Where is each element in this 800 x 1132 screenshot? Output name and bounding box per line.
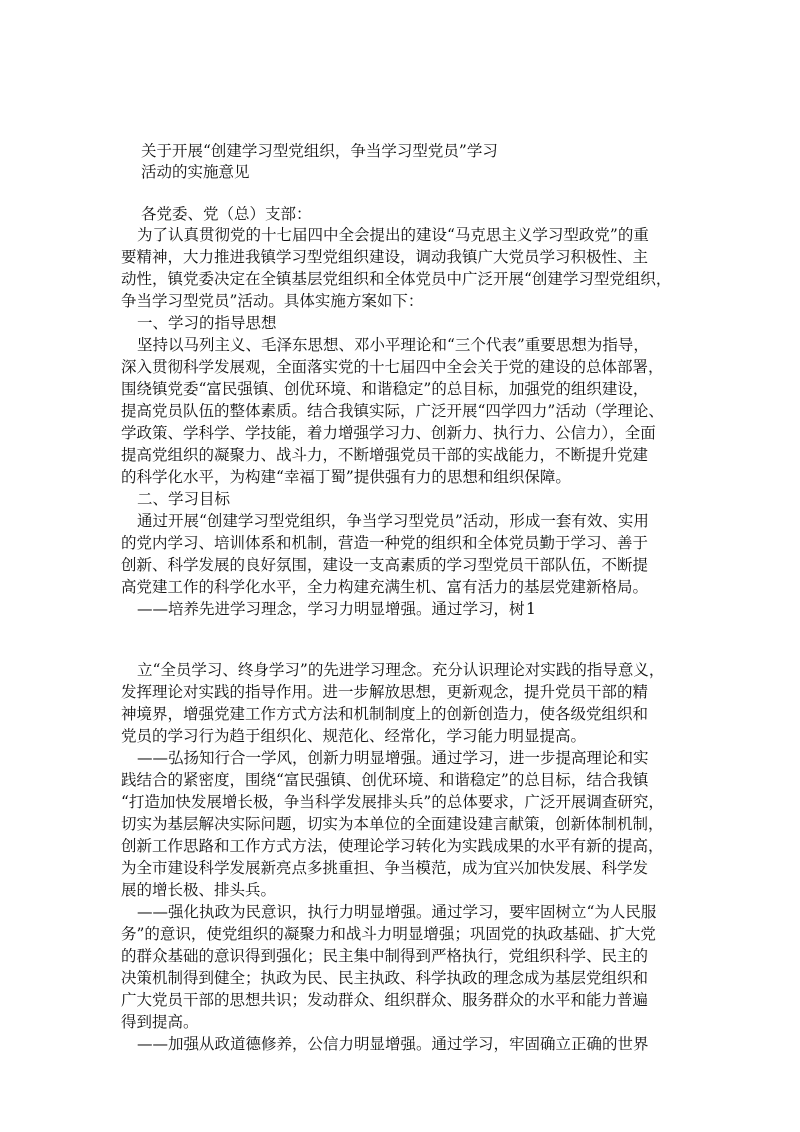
body-line: 党员的学习行为趋于组织化、规范化、经常化，学习能力明显提高。	[121, 727, 587, 745]
body-line: 深入贯彻科学发展观，全面落实党的十七届四中全会关于党的建设的总体部署，	[121, 358, 664, 376]
body-line: 得到提高。	[121, 1013, 199, 1031]
body-line: ——加强从政道德修养，公信力明显增强。通过学习，牢固确立正确的世界	[137, 1035, 649, 1053]
body-line: 践结合的紧密度，围绕“富民强镇、创优环境、和谐稳定”的总目标，结合我镇	[121, 771, 649, 789]
body-line: 为全市建设科学发展新亮点多挑重担、争当模范，成为宜兴加快发展、科学发	[121, 859, 649, 877]
body-line: 坚持以马列主义、毛泽东思想、邓小平理论和“三个代表”重要思想为指导，	[137, 336, 649, 354]
body-line: 的党内学习、培训体系和机制，营造一种党的组织和全体党员勤于学习、善于	[121, 534, 649, 552]
body-line: 发挥理论对实践的指导作用。进一步解放思想，更新观念，提升党员干部的精	[121, 683, 649, 701]
document-title-line-1: 关于开展“创建学习型党组织，争当学习型党员”学习	[141, 142, 498, 160]
body-line: 高党建工作的科学化水平，全力构建充满生机、富有活力的基层党建新格局。	[121, 578, 649, 596]
section-heading-study-goals: 二、学习目标	[137, 490, 231, 508]
body-line: 的科学化水平，为构建“幸福丁蜀”提供强有力的思想和组织保障。	[121, 468, 571, 486]
body-line: “打造加快发展增长极，争当科学发展排头兵”的总体要求，广泛开展调查研究，	[121, 793, 664, 811]
body-line: 动性，镇党委决定在全镇基层党组织和全体党员中广泛开展“创建学习型党组织，	[121, 270, 672, 288]
body-line: 围绕镇党委“富民强镇、创优环境、和谐稳定”的总目标，加强党的组织建设，	[121, 380, 649, 398]
body-line: 决策机制得到健全；执政为民、民主执政、科学执政的理念成为基层党组织和	[121, 969, 649, 987]
body-line: 学政策、学科学、学技能，着力增强学习力、创新力、执行力、公信力），全面	[121, 424, 656, 442]
body-line: 要精神，大力推进我镇学习型党组织建设，调动我镇广大党员学习积极性、主	[121, 248, 649, 266]
salutation: 各党委、党（总）支部：	[141, 205, 312, 223]
document-title-line-2: 活动的实施意见	[141, 163, 250, 181]
body-line: ——弘扬知行合一学风，创新力明显增强。通过学习，进一步提高理论和实	[137, 749, 649, 767]
page-number: 1	[526, 600, 536, 618]
body-line: 广大党员干部的思想共识；发动群众、组织群众、服务群众的水平和能力普遍	[121, 991, 649, 1009]
body-line: 务”的意识，使党组织的凝聚力和战斗力明显增强；巩固党的执政基础、扩大党	[121, 925, 656, 943]
body-line: 为了认真贯彻党的十七届四中全会提出的建设“马克思主义学习型政党”的重	[137, 226, 649, 244]
body-line: ——培养先进学习理念，学习力明显增强。通过学习，树	[137, 600, 525, 618]
body-line: 创新工作思路和工作方式方法，使理论学习转化为实践成果的水平有新的提高，	[121, 837, 664, 855]
body-line: 的群众基础的意识得到强化；民主集中制得到严格执行，党组织科学、民主的	[121, 947, 649, 965]
body-line: 立“全员学习、终身学习”的先进学习理念。充分认识理论对实践的指导意义，	[137, 661, 665, 679]
body-line: 展的增长极、排头兵。	[121, 881, 277, 899]
body-line: 神境界，增强党建工作方式方法和机制制度上的创新创造力，使各级党组织和	[121, 705, 649, 723]
body-line: ——强化执政为民意识，执行力明显增强。通过学习，要牢固树立“为人民服	[137, 903, 657, 921]
body-line: 切实为基层解决实际问题，切实为本单位的全面建设建言献策，创新体制机制，	[121, 815, 664, 833]
section-heading-guiding-thought: 一、学习的指导思想	[137, 314, 277, 332]
body-line: 创新、科学发展的良好氛围，建设一支高素质的学习型党员干部队伍，不断提	[121, 556, 649, 574]
body-line: 通过开展“创建学习型党组织，争当学习型党员”活动，形成一套有效、实用	[137, 512, 649, 530]
body-line: 提高党员队伍的整体素质。结合我镇实际，广泛开展“四学四力”活动（学理论、	[121, 402, 664, 420]
body-line: 提高党组织的凝聚力、战斗力，不断增强党员干部的实战能力，不断提升党建	[121, 446, 649, 464]
body-line: 争当学习型党员”活动。具体实施方案如下：	[121, 292, 424, 310]
